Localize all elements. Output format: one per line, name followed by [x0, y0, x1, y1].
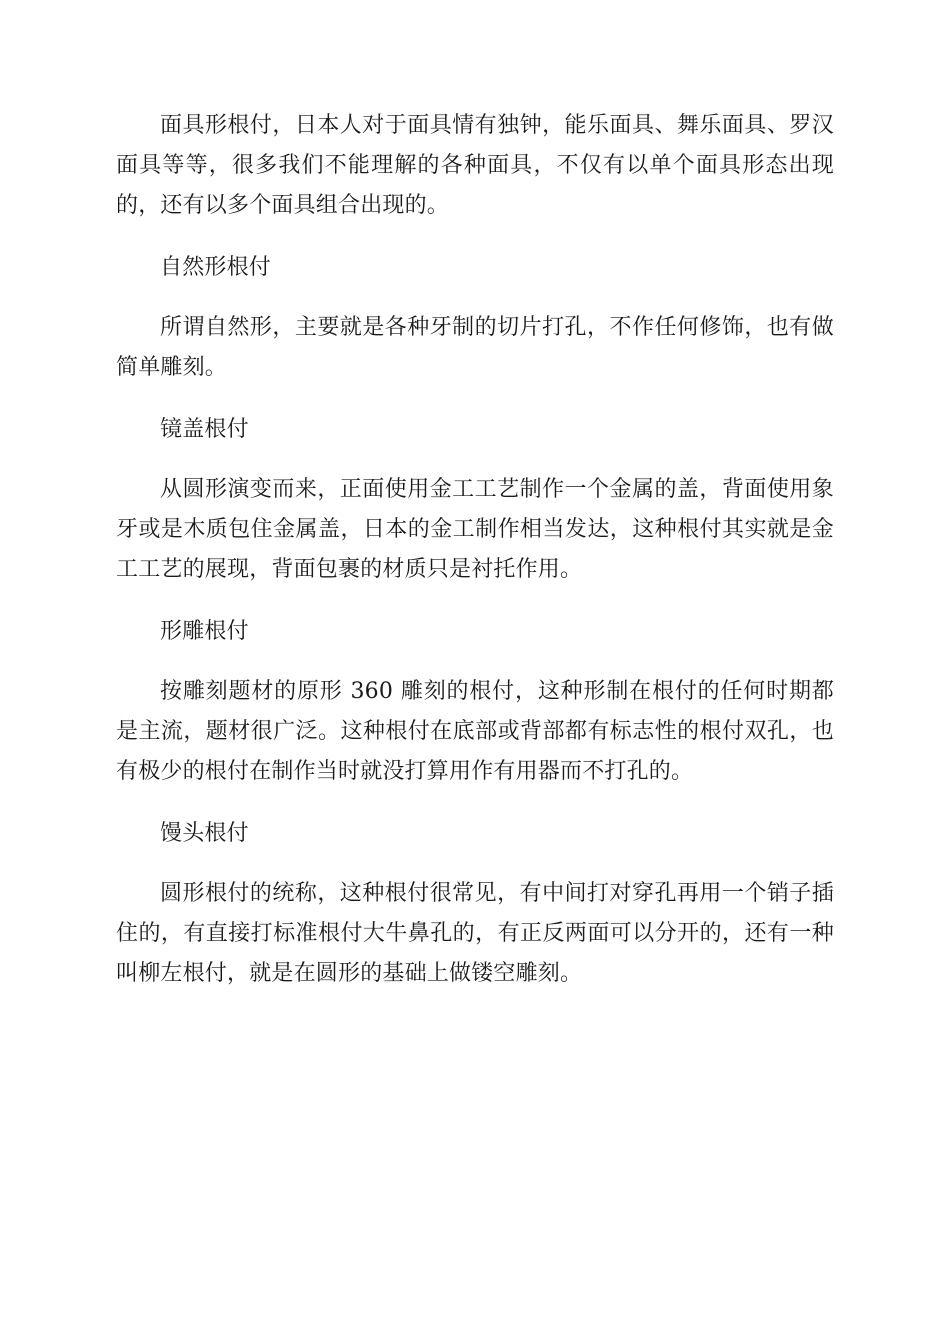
heading-natural-netsuke: 自然形根付 [160, 255, 272, 280]
heading-manju-netsuke: 馒头根付 [160, 821, 249, 846]
paragraph-natural-netsuke: 所谓自然形，主要就是各种牙制的切片打孔，不作任何修饰，也有做简单雕刻。 [116, 315, 834, 380]
paragraph-carved-netsuke: 按雕刻题材的原形 360 雕刻的根付，这种形制在根付的任何时期都是主流，题材很广泛。这种根付在底部或背部都有标志性的根付双孔，也有极少的根付在制作当时就没打算用作有用器而不打孔的。 [116, 679, 834, 784]
paragraph-mask-netsuke: 面具形根付，日本人对于面具情有独钟，能乐面具、舞乐面具、罗汉面具等等，很多我们不能理解的各种面具，不仅有以单个面具形态出现的，还有以多个面具组合出现的。 [116, 113, 834, 218]
heading-carved-netsuke: 形雕根付 [160, 619, 249, 644]
document-body [116, 106, 834, 1016]
heading-mirror-lid-netsuke: 镜盖根付 [160, 417, 249, 442]
paragraph-mirror-lid-netsuke: 从圆形演变而来，正面使用金工工艺制作一个金属的盖，背面使用象牙或是木质包住金属盖，日本的金工制作相当发达，这种根付其实就是金工工艺的展现，背面包裹的材质只是衬托作用。 [116, 477, 834, 582]
paragraph-manju-netsuke: 圆形根付的统称，这种根付很常见，有中间打对穿孔再用一个销子插住的，有直接打标准根付大牛鼻孔的，有正反两面可以分开的，还有一种叫柳左根付，就是在圆形的基础上做镂空雕刻。 [116, 881, 834, 986]
